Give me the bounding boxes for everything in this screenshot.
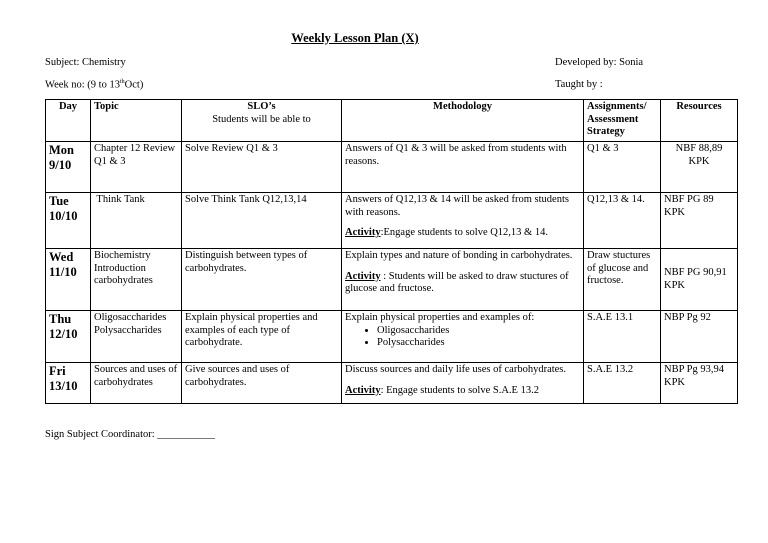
topic-cell: Oligosaccharides Polysaccharides: [91, 311, 182, 363]
header-methodology: Methodology: [342, 100, 584, 142]
slo-cell: Distinguish between types of carbohydrates.: [182, 249, 342, 311]
day-cell: Fri 13/10: [46, 363, 91, 404]
subject-label: Subject: Chemistry: [45, 57, 126, 68]
header-day: Day: [46, 100, 91, 142]
topic-cell: Think Tank: [91, 193, 182, 249]
list-item: • Polysaccharides: [377, 337, 580, 350]
methodology-cell: Explain physical properties and examples of: • Oligosaccharides • Polysaccharides: [342, 311, 584, 363]
header-topic: Topic: [91, 100, 182, 142]
assessment-cell: S.A.E 13.1: [584, 311, 661, 363]
assessment-cell: Draw stuctures of glucose and fructose.: [584, 249, 661, 311]
list-item: • Oligosaccharides: [377, 325, 580, 338]
header-assessment: Assignments/ Assessment Strategy: [584, 100, 661, 142]
methodology-cell: Answers of Q1 & 3 will be asked from students with reasons.: [342, 142, 584, 193]
header-resources: Resources: [661, 100, 738, 142]
resources-cell: NBF PG 90,91 KPK: [661, 249, 738, 311]
developed-by-label: Developed by: Sonia: [555, 57, 644, 68]
header-slo: SLO’s Students will be able to: [182, 100, 342, 142]
activity-label: Activity: [345, 384, 381, 396]
lesson-plan-table: [45, 99, 738, 404]
methodology-cell: Explain types and nature of bonding in carbohydrates. Activity : Students will be asked to draw stuctures of glucose and fructose.: [342, 249, 584, 311]
methodology-cell: Discuss sources and daily life uses of carbohydrates. Activity: Engage students to solve S.A.E 13.2: [342, 363, 584, 404]
slo-cell: Give sources and uses of carbohydrates.: [182, 363, 342, 404]
activity-label: Activity: [345, 270, 381, 282]
day-cell: Wed 11/10: [46, 249, 91, 311]
topic-cell: Biochemistry Introduction carbohydrates: [91, 249, 182, 311]
document-title: Weekly Lesson Plan (X): [291, 31, 419, 45]
activity-label: Activity: [345, 227, 381, 238]
day-cell: Thu 12/10: [46, 311, 91, 363]
methodology-bullet-list: [345, 325, 580, 350]
table-row: [46, 363, 738, 404]
taught-by-label: Taught by :: [555, 79, 603, 90]
resources-cell: NBF 88,89 KPK: [661, 142, 738, 193]
sign-coordinator-line: Sign Subject Coordinator: ___________: [45, 429, 216, 440]
day-cell: Mon 9/10: [46, 142, 91, 193]
table-row: [46, 142, 738, 193]
assessment-cell: Q12,13 & 14.: [584, 193, 661, 249]
topic-cell: Sources and uses of carbohydrates: [91, 363, 182, 404]
week-no-label: Week no: (9 to 13thOct): [45, 79, 144, 91]
slo-cell: Solve Review Q1 & 3: [182, 142, 342, 193]
assessment-cell: Q1 & 3: [584, 142, 661, 193]
table-row: [46, 249, 738, 311]
resources-cell: NBP Pg 92: [661, 311, 738, 363]
table-row: [46, 193, 738, 249]
day-cell: Tue 10/10: [46, 193, 91, 249]
header-row: [46, 100, 738, 142]
table-row: [46, 311, 738, 363]
slo-cell: Explain physical properties and examples of each type of carbohydrate.: [182, 311, 342, 363]
resources-cell: NBP Pg 93,94 KPK: [661, 363, 738, 404]
slo-cell: Solve Think Tank Q12,13,14: [182, 193, 342, 249]
methodology-cell: Answers of Q12,13 & 14 will be asked from students with reasons. Activity:Engage students to solve Q12,13 & 14.: [342, 193, 584, 249]
topic-cell: Chapter 12 Review Q1 & 3: [91, 142, 182, 193]
resources-cell: NBF PG 89 KPK: [661, 193, 738, 249]
assessment-cell: S.A.E 13.2: [584, 363, 661, 404]
